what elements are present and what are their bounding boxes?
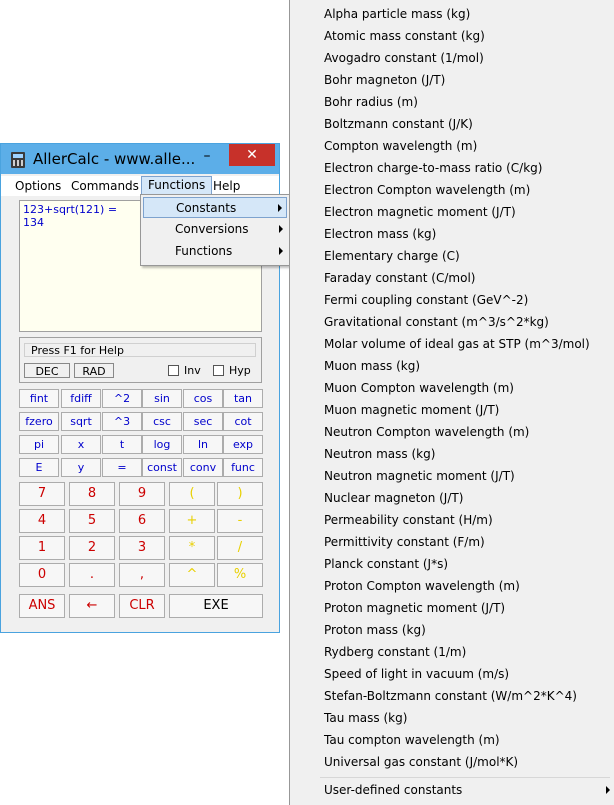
fn-button-3-1[interactable]: y bbox=[61, 458, 101, 477]
menu-item-constant[interactable]: Electron magnetic moment (J/T) bbox=[324, 205, 516, 219]
key-button-0-1[interactable]: 8 bbox=[69, 482, 115, 506]
menu-item-constant[interactable]: Muon mass (kg) bbox=[324, 359, 421, 373]
fn-button-1-1[interactable]: sqrt bbox=[61, 412, 101, 431]
chevron-right-icon bbox=[606, 786, 610, 794]
menu-item-constant[interactable]: Stefan-Boltzmann constant (W/m^2*K^4) bbox=[324, 689, 577, 703]
hyp-label: Hyp bbox=[229, 364, 251, 377]
menu-separator bbox=[320, 777, 610, 778]
key-button-2-2[interactable]: 3 bbox=[119, 536, 165, 560]
key-button-3-0[interactable]: 0 bbox=[19, 563, 65, 587]
key-button-1-4[interactable]: - bbox=[217, 509, 263, 533]
key-button-3-3[interactable]: ^ bbox=[169, 563, 215, 587]
menu-item-constant[interactable]: Alpha particle mass (kg) bbox=[324, 7, 471, 21]
menu-item-constant[interactable]: Neutron Compton wavelength (m) bbox=[324, 425, 530, 439]
chevron-right-icon bbox=[278, 204, 282, 212]
execute-button[interactable]: EXE bbox=[169, 594, 263, 618]
key-button-0-0[interactable]: 7 bbox=[19, 482, 65, 506]
angle-mode-indicator: RAD bbox=[74, 363, 114, 378]
fn-button-2-2[interactable]: t bbox=[102, 435, 142, 454]
fn-button-2-0[interactable]: pi bbox=[19, 435, 59, 454]
inv-checkbox[interactable] bbox=[168, 365, 179, 376]
key-button-3-4[interactable]: % bbox=[217, 563, 263, 587]
menu-item-constant[interactable]: Boltzmann constant (J/K) bbox=[324, 117, 473, 131]
number-mode-indicator: DEC bbox=[24, 363, 70, 378]
menu-help[interactable]: Help bbox=[213, 179, 241, 193]
menu-item-constant[interactable]: Electron charge-to-mass ratio (C/kg) bbox=[324, 161, 543, 175]
menu-item-constant[interactable]: Muon Compton wavelength (m) bbox=[324, 381, 514, 395]
key-button-2-3[interactable]: * bbox=[169, 536, 215, 560]
fn-button-3-4[interactable]: conv bbox=[183, 458, 223, 477]
menu-item-constant[interactable]: Proton mass (kg) bbox=[324, 623, 426, 637]
fn-button-1-2[interactable]: ^3 bbox=[102, 412, 142, 431]
inv-label: Inv bbox=[184, 364, 201, 377]
fn-button-1-3[interactable]: csc bbox=[142, 412, 182, 431]
menu-item-constant[interactable]: Universal gas constant (J/mol*K) bbox=[324, 755, 519, 769]
menu-bar bbox=[1, 176, 279, 196]
menu-item-constant[interactable]: Compton wavelength (m) bbox=[324, 139, 478, 153]
menu-item-constant[interactable]: Proton magnetic moment (J/T) bbox=[324, 601, 506, 615]
functions-submenu bbox=[140, 194, 290, 266]
fn-button-2-3[interactable]: log bbox=[142, 435, 182, 454]
submenu-conversions-label: Conversions bbox=[175, 222, 249, 236]
fn-button-2-1[interactable]: x bbox=[61, 435, 101, 454]
menu-item-constant[interactable]: Atomic mass constant (kg) bbox=[324, 29, 485, 43]
menu-item-constant[interactable]: Tau mass (kg) bbox=[324, 711, 408, 725]
chevron-right-icon bbox=[279, 247, 283, 255]
menu-item-constant[interactable]: Elementary charge (C) bbox=[324, 249, 460, 263]
submenu-functions[interactable] bbox=[143, 241, 287, 262]
fn-button-0-5[interactable]: tan bbox=[223, 389, 263, 408]
menu-item-constant[interactable]: Permeability constant (H/m) bbox=[324, 513, 493, 527]
menu-functions[interactable]: Functions bbox=[141, 176, 212, 195]
fn-button-1-0[interactable]: fzero bbox=[19, 412, 59, 431]
constants-menu bbox=[289, 0, 614, 805]
help-hint: Press F1 for Help bbox=[24, 343, 256, 357]
menu-item-constant[interactable]: Neutron mass (kg) bbox=[324, 447, 436, 461]
menu-item-constant[interactable]: Faraday constant (C/mol) bbox=[324, 271, 476, 285]
fn-button-1-4[interactable]: sec bbox=[183, 412, 223, 431]
menu-item-constant[interactable]: Speed of light in vacuum (m/s) bbox=[324, 667, 510, 681]
menu-item-constant[interactable]: Muon magnetic moment (J/T) bbox=[324, 403, 500, 417]
fn-button-3-3[interactable]: const bbox=[142, 458, 182, 477]
key-button-0-2[interactable]: 9 bbox=[119, 482, 165, 506]
submenu-constants[interactable] bbox=[143, 197, 287, 218]
chevron-right-icon bbox=[279, 225, 283, 233]
key-button-3-1[interactable]: . bbox=[69, 563, 115, 587]
fn-button-3-2[interactable]: = bbox=[102, 458, 142, 477]
fn-button-0-1[interactable]: fdiff bbox=[61, 389, 101, 408]
minimize-button[interactable]: – bbox=[203, 148, 211, 164]
fn-button-3-5[interactable]: func bbox=[223, 458, 263, 477]
fn-button-3-0[interactable]: E bbox=[19, 458, 59, 477]
submenu-functions-label: Functions bbox=[175, 244, 233, 258]
fn-button-0-2[interactable]: ^2 bbox=[102, 389, 142, 408]
menu-item-constant[interactable]: Nuclear magneton (J/T) bbox=[324, 491, 464, 505]
menu-item-constant[interactable]: Fermi coupling constant (GeV^-2) bbox=[324, 293, 529, 307]
menu-item-constant[interactable]: Gravitational constant (m^3/s^2*kg) bbox=[324, 315, 549, 329]
menu-item-constant[interactable]: Avogadro constant (1/mol) bbox=[324, 51, 484, 65]
calculator-icon bbox=[11, 152, 25, 168]
key-button-2-0[interactable]: 1 bbox=[19, 536, 65, 560]
menu-item-constant[interactable]: Electron Compton wavelength (m) bbox=[324, 183, 531, 197]
menu-item-constant[interactable]: Bohr magneton (J/T) bbox=[324, 73, 446, 87]
close-button[interactable]: ✕ bbox=[229, 144, 275, 166]
window-title: AllerCalc - www.alle... bbox=[33, 150, 196, 168]
menu-item-constant[interactable]: Bohr radius (m) bbox=[324, 95, 418, 109]
fn-button-0-0[interactable]: fint bbox=[19, 389, 59, 408]
menu-item-constant[interactable]: Neutron magnetic moment (J/T) bbox=[324, 469, 515, 483]
fn-button-2-4[interactable]: ln bbox=[183, 435, 223, 454]
display-line-result: 134 bbox=[23, 216, 44, 229]
fn-button-2-5[interactable]: exp bbox=[223, 435, 263, 454]
key-button-1-0[interactable]: 4 bbox=[19, 509, 65, 533]
hyp-checkbox[interactable] bbox=[213, 365, 224, 376]
status-panel bbox=[19, 337, 262, 383]
key-button-0-3[interactable]: ( bbox=[169, 482, 215, 506]
menu-item-user-defined-constants[interactable]: User-defined constants bbox=[324, 783, 463, 797]
fn-button-1-5[interactable]: cot bbox=[223, 412, 263, 431]
fn-button-0-3[interactable]: sin bbox=[142, 389, 182, 408]
key-button-2-4[interactable]: / bbox=[217, 536, 263, 560]
menu-item-constant[interactable]: Molar volume of ideal gas at STP (m^3/mol) bbox=[324, 337, 590, 351]
menu-item-constant[interactable]: Electron mass (kg) bbox=[324, 227, 437, 241]
key-button-0-4[interactable]: ) bbox=[217, 482, 263, 506]
key-button-2-1[interactable]: 2 bbox=[69, 536, 115, 560]
key-button-1-1[interactable]: 5 bbox=[69, 509, 115, 533]
title-bar[interactable] bbox=[1, 144, 279, 174]
menu-item-constant[interactable]: Rydberg constant (1/m) bbox=[324, 645, 467, 659]
submenu-constants-label: Constants bbox=[176, 201, 237, 215]
menu-item-constant[interactable]: Proton Compton wavelength (m) bbox=[324, 579, 520, 593]
key-button-1-2[interactable]: 6 bbox=[119, 509, 165, 533]
menu-options[interactable]: Options bbox=[15, 179, 62, 193]
fn-button-0-4[interactable]: cos bbox=[183, 389, 223, 408]
submenu-conversions[interactable] bbox=[143, 219, 287, 240]
menu-item-constant[interactable]: Tau compton wavelength (m) bbox=[324, 733, 500, 747]
key-button-1-3[interactable]: + bbox=[169, 509, 215, 533]
backspace-button[interactable]: ← bbox=[69, 594, 115, 618]
clear-button[interactable]: CLR bbox=[119, 594, 165, 618]
display-line-expression: 123+sqrt(121) = bbox=[23, 203, 118, 216]
menu-item-constant[interactable]: Permittivity constant (F/m) bbox=[324, 535, 485, 549]
ans-button[interactable]: ANS bbox=[19, 594, 65, 618]
key-button-3-2[interactable]: , bbox=[119, 563, 165, 587]
menu-item-constant[interactable]: Planck constant (J*s) bbox=[324, 557, 449, 571]
menu-commands[interactable]: Commands bbox=[71, 179, 139, 193]
